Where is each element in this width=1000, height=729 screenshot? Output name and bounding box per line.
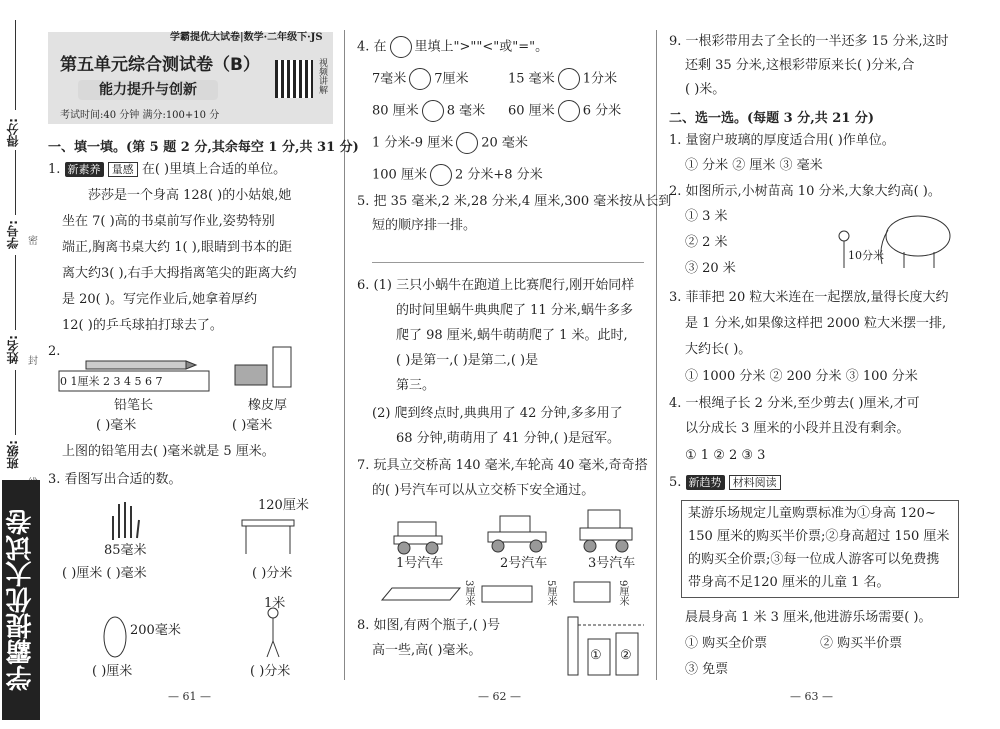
exam-meta: 考试时间:40 分钟 满分:100+10 分 [60, 110, 220, 121]
quantity-sense-badge: 量感 [108, 162, 138, 177]
q6-line-5: 第三。 [396, 378, 436, 393]
pencil-label: 铅笔长 [114, 398, 154, 413]
q6-2-line-2: 68 分钟,萌萌用了 41 分钟,( )是冠军。 [396, 431, 621, 446]
score-line [15, 20, 16, 110]
q9-line-2: 还剩 35 分米,这根彩带原来长( )分米,合 [685, 58, 915, 73]
q2-tail: 上图的铅笔用去( )毫米就是 5 厘米。 [62, 444, 275, 459]
toy-cars-figure [390, 508, 650, 558]
compare-1: 7毫米 7厘米 [372, 68, 469, 90]
tree-height: 10分米 [848, 249, 884, 262]
q1-text-5: 是 20( )。写完作业后,她拿着厚约 [62, 292, 258, 307]
name-label: 姓名: [6, 335, 20, 364]
q9-line-1: 9. 一根彩带用去了全长的一半还多 15 分米,这时 [669, 34, 949, 49]
q5-line-2: 短的顺序排一排。 [372, 218, 477, 233]
box-2-height: 5厘米 [545, 580, 556, 607]
bottles-figure [566, 615, 646, 677]
material-line-4: 带身高不足120 厘米的儿童 1 名。 [688, 575, 890, 590]
compare-blank[interactable] [558, 100, 580, 122]
name-line [15, 255, 16, 330]
bottle-2-label: ② [620, 648, 632, 663]
section-1-heading: 一、填一填。(第 5 题 2 分,其余每空 1 分,共 31 分) [48, 140, 359, 155]
s2-stem: 2. 如图所示,小树苗高 10 分米,大象大约高( )。 [669, 184, 941, 199]
car-2-label: 2号汽车 [500, 556, 548, 571]
pencil-answer: ( )毫米 [96, 418, 137, 433]
material-line-3: 的购买全价票;③每一位成人游客可以免费携 [688, 552, 940, 567]
q5-line-1: 5. 把 35 毫米,2 米,28 分米,4 厘米,300 毫米按从长到 [357, 194, 672, 209]
q6-line-3: 爬了 98 厘米,蜗牛萌萌爬了 1 米。此时, [396, 328, 628, 343]
s2-option-2[interactable]: ② 2 米 [685, 235, 728, 250]
compare-blank[interactable] [422, 100, 444, 122]
cut-mark-1: 密 [28, 236, 38, 247]
cargo-boxes-figure [378, 578, 650, 608]
eraser-label: 橡皮厚 [248, 398, 288, 413]
column-divider-1 [344, 30, 345, 680]
material-line-1: 某游乐场规定儿童购票标准为①身高 120~ [688, 506, 936, 521]
box-3-height: 9厘米 [617, 580, 628, 607]
car-3-label: 3号汽车 [588, 556, 636, 571]
hand-icon [105, 498, 145, 543]
s2-option-3[interactable]: ③ 20 米 [685, 261, 736, 276]
compare-blank[interactable] [430, 164, 452, 186]
s4-line-2: 以分成长 3 厘米的小段并且没有剩余。 [685, 421, 910, 436]
child-answer: ( )分米 [250, 664, 291, 679]
compare-3: 80 厘米 8 毫米 [372, 100, 485, 122]
foot-answer: ( )厘米 [92, 664, 133, 679]
page-number-63: — 63 — [790, 690, 833, 703]
s5-question: 晨晨身高 1 米 3 厘米,他进游乐场需要( )。 [685, 610, 932, 625]
qr-code-icon[interactable] [275, 60, 313, 98]
q7-line-2: 的( )号汽车可以从立交桥下安全通过。 [372, 483, 595, 498]
box-1-height: 3厘米 [463, 580, 474, 607]
eraser-figure [233, 345, 295, 390]
desk-icon [238, 510, 298, 555]
hand-answer: ( )厘米 ( )毫米 [62, 566, 147, 581]
score-label: 得分: [6, 118, 20, 147]
q1-text-3: 端正,胸离书桌大约 1( ),眼睛到书本的距 [62, 240, 292, 255]
s5-option-1[interactable]: ① 购买全价票 [685, 636, 768, 651]
ruler-ticks: 0 1厘米 2 3 4 5 6 7 [60, 375, 163, 388]
compare-5: 1 分米-9 厘米 20 毫米 [372, 132, 528, 154]
q4-line [357, 36, 548, 58]
child-icon [258, 605, 288, 660]
q5-answer-line[interactable] [372, 262, 644, 263]
q6-2-line-1: (2) 爬到终点时,典典用了 42 分钟,多多用了 [372, 406, 623, 421]
s3-line-3: 大约长( )。 [685, 342, 752, 357]
hand-length: 85毫米 [104, 543, 147, 558]
student-id-label: 学号: [6, 220, 20, 249]
s3-options[interactable]: ① 1000 分米 ② 200 分米 ③ 100 分米 [685, 369, 918, 384]
q2-number: 2. [48, 344, 61, 359]
q8-line-1: 8. 如图,有两个瓶子,( )号 [357, 618, 501, 633]
q1-text-4: 离大约3( ),右手大拇指离笔尖的距离大约 [62, 266, 297, 281]
q4-instruction: 里填上">""<"或"="。 [414, 39, 549, 55]
binding-strip [0, 0, 42, 729]
compare-2: 15 毫米 1分米 [508, 68, 617, 90]
class-line [15, 370, 16, 435]
class-label: 班级: [6, 440, 20, 469]
cut-mark-2: 封 [28, 356, 38, 367]
s3-line-2: 是 1 分米,如果像这样把 2000 粒大米摆一排, [685, 316, 947, 331]
compare-blank[interactable] [409, 68, 431, 90]
id-line [15, 150, 16, 215]
s5-number: 5. [669, 475, 682, 490]
new-trend-badge: 新趋势 [686, 475, 725, 490]
car-1-label: 1号汽车 [396, 556, 444, 571]
page-number-61: — 61 — [168, 690, 211, 703]
q6-line-4: ( )是第一,( )是第二,( )是 [396, 353, 539, 368]
s5-heading [669, 475, 781, 491]
compare-blank[interactable] [456, 132, 478, 154]
page-number-62: — 62 — [478, 690, 521, 703]
footprint-icon [100, 605, 130, 660]
material-line-2: 150 厘米的购买半价票;②身高超过 150 厘米 [688, 529, 950, 544]
s5-option-3[interactable]: ③ 免票 [685, 662, 729, 677]
new-literacy-badge: 新素养 [65, 162, 104, 177]
material-reading-badge: 材料阅读 [729, 475, 781, 490]
q1-text-6: 12( )的乒乓球拍打球去了。 [62, 318, 223, 333]
compare-4: 60 厘米 6 分米 [508, 100, 621, 122]
q1-text-1: 莎莎是一个身高 128( )的小姑娘,她 [88, 188, 292, 203]
q7-line-1: 7. 玩具立交桥高 140 毫米,车轮高 40 毫米,奇奇搭 [357, 458, 648, 473]
page-title: 第五单元综合测试卷（B） [60, 55, 260, 75]
s4-line-1: 4. 一根绳子长 2 分米,至少剪去( )厘米,才可 [669, 396, 920, 411]
q3-stem: 3. 看图写出合适的数。 [48, 472, 182, 487]
child-height: 1米 [264, 596, 286, 611]
s1-options[interactable]: ① 分米 ② 厘米 ③ 毫米 [685, 158, 823, 173]
q1-line: 1. 新素养 量感 在( )里填上合适的单位。 [48, 162, 287, 177]
s4-options[interactable]: ① 1 ② 2 ③ 3 [685, 448, 766, 463]
q6-line-1: 6. (1) 三只小蜗牛在跑道上比赛爬行,刚开始同样 [357, 278, 635, 293]
header-tag: 学霸提优大试卷|数学·二年级下·JS [170, 32, 323, 43]
compare-blank[interactable] [558, 68, 580, 90]
compare-6: 100 厘米 2 分米+8 分米 [372, 164, 543, 186]
desk-answer: ( )分米 [252, 566, 293, 581]
section-2-heading: 二、选一选。(每题 3 分,共 21 分) [669, 111, 875, 126]
eraser-answer: ( )毫米 [232, 418, 273, 433]
column-divider-2 [656, 30, 657, 680]
bottle-1-label: ① [590, 648, 602, 663]
compare-circle [390, 36, 412, 58]
brand-logo: 学霸提优大试卷 [2, 480, 40, 720]
q8-line-2: 高一些,高( )毫米。 [372, 643, 482, 658]
desk-length: 120厘米 [258, 498, 309, 513]
q4-lead: 4. 在 [357, 39, 387, 55]
q6-line-2: 的时间里蜗牛典典爬了 11 分米,蜗牛多多 [396, 303, 633, 318]
q9-line-3: ( )米。 [685, 82, 726, 97]
qr-caption: 视频讲解 [317, 58, 327, 94]
foot-length: 200毫米 [130, 623, 181, 638]
s1-stem: 1. 量窗户玻璃的厚度适合用( )作单位。 [669, 133, 895, 148]
page-subtitle: 能力提升与创新 [78, 80, 218, 100]
q1-stem: 在( )里填上合适的单位。 [141, 162, 287, 177]
s5-option-2[interactable]: ② 购买半价票 [820, 636, 903, 651]
q1-text-2: 坐在 7( )高的书桌前写作业,姿势特别 [62, 214, 275, 229]
s3-line-1: 3. 菲菲把 20 粒大米连在一起摆放,量得长度大约 [669, 290, 949, 305]
s2-option-1[interactable]: ① 3 米 [685, 209, 728, 224]
